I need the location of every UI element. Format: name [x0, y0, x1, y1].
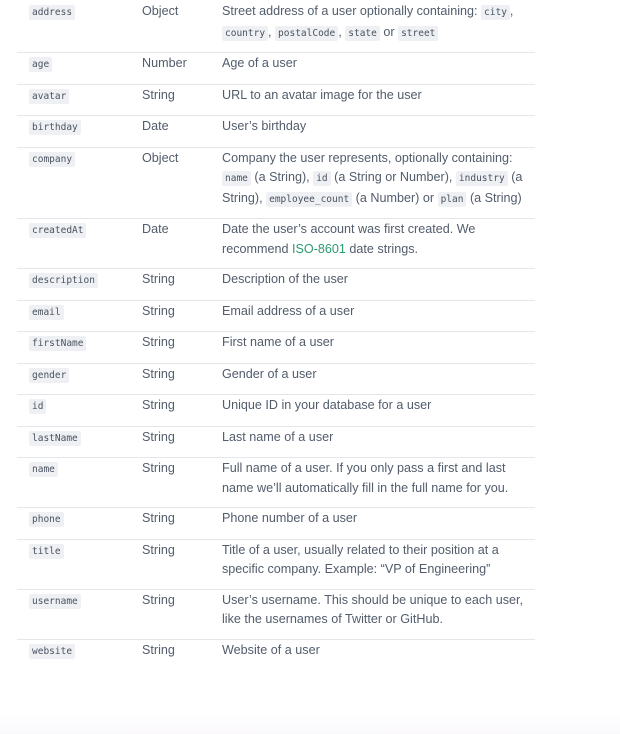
- table-row: [17, 539, 535, 589]
- trait-name: firstName: [29, 336, 86, 351]
- trait-description: Full name of a user. If you only pass a first and last name we’ll automatically fill in the full name for you.: [222, 458, 535, 508]
- trait-name-cell: [17, 147, 142, 219]
- table-row: [17, 147, 535, 219]
- trait-name-cell: [17, 426, 142, 458]
- trait-name: createdAt: [29, 223, 86, 238]
- trait-description: First name of a user: [222, 332, 535, 364]
- trait-name: username: [29, 594, 81, 609]
- trait-name-cell: [17, 458, 142, 508]
- trait-description: Title of a user, usually related to their position at a specific company. Example: “VP of Engineering”: [222, 539, 535, 589]
- trait-type: String: [142, 395, 222, 427]
- trait-name-cell: [17, 300, 142, 332]
- table-row: [17, 219, 535, 269]
- trait-name-cell: [17, 269, 142, 301]
- field-code: country: [222, 26, 268, 41]
- trait-type: String: [142, 363, 222, 395]
- trait-name: gender: [29, 368, 69, 383]
- trait-type: Object: [142, 0, 222, 53]
- trait-name-cell: [17, 219, 142, 269]
- trait-name: email: [29, 305, 64, 320]
- trait-name: lastName: [29, 431, 81, 446]
- trait-description: Website of a user: [222, 642, 320, 657]
- field-code: street: [398, 26, 438, 41]
- field-code: postalCode: [275, 26, 338, 41]
- table-row: [17, 426, 535, 458]
- traits-table: [17, 0, 535, 670]
- table-row: [17, 53, 535, 85]
- trait-description: Phone number of a user: [222, 508, 535, 540]
- trait-type: String: [142, 426, 222, 458]
- table-row: [17, 395, 535, 427]
- trait-type: String: [142, 458, 222, 508]
- trait-name-cell: [17, 53, 142, 85]
- iso-8601-link[interactable]: ISO-8601: [292, 241, 346, 256]
- trait-description: User’s birthday: [222, 116, 535, 148]
- trait-name: company: [29, 152, 75, 167]
- trait-type: String: [142, 508, 222, 540]
- trait-name: name: [29, 462, 58, 477]
- trait-type: String: [142, 300, 222, 332]
- trait-description: Last name of a user: [222, 426, 535, 458]
- field-code: employee_count: [266, 192, 352, 207]
- trait-name-cell: [17, 363, 142, 395]
- field-code: city: [481, 5, 510, 20]
- trait-name-cell: [17, 332, 142, 364]
- table-row: [17, 508, 535, 540]
- field-code: name: [222, 171, 251, 186]
- trait-type: String: [142, 269, 222, 301]
- trait-description: Company the user represents, optionally containing: name (a String), id (a String or Number), industry (a String), employee_count (a Number) or plan (a String): [222, 147, 535, 219]
- trait-description: Age of a user: [222, 53, 535, 85]
- field-code: id: [313, 171, 330, 186]
- trait-type: String: [142, 84, 222, 116]
- table-row: [17, 269, 535, 301]
- trait-name: id: [29, 399, 46, 414]
- trait-type: Object: [142, 147, 222, 219]
- field-code: plan: [438, 192, 467, 207]
- table-row: [17, 300, 535, 332]
- trait-type: Number: [142, 53, 222, 85]
- trait-name-cell: [17, 639, 142, 670]
- trait-name-cell: [17, 539, 142, 589]
- trait-description: URL to an avatar image for the user: [222, 84, 535, 116]
- table-row: [17, 458, 535, 508]
- trait-description: Email address of a user: [222, 300, 535, 332]
- trait-name-cell: [17, 116, 142, 148]
- trait-name-cell: [17, 508, 142, 540]
- trait-type: Date: [142, 219, 222, 269]
- field-code: industry: [456, 171, 508, 186]
- trait-name-cell: [17, 0, 142, 53]
- trait-name: avatar: [29, 89, 69, 104]
- trait-name: birthday: [29, 120, 81, 135]
- trait-type: String: [142, 539, 222, 589]
- trait-name-cell: [17, 84, 142, 116]
- trait-type: String: [142, 332, 222, 364]
- trait-description: Unique ID in your database for a user: [222, 395, 535, 427]
- trait-type: Date: [142, 116, 222, 148]
- table-row: [17, 589, 535, 639]
- trait-type: String: [142, 589, 222, 639]
- table-row: [17, 332, 535, 364]
- trait-name: address: [29, 5, 75, 20]
- trait-description: Street address of a user optionally containing: city , country , postalCode , state or street: [222, 0, 535, 53]
- table-row: [17, 84, 535, 116]
- trait-description: Description of the user: [222, 269, 535, 301]
- table-row: [17, 0, 535, 53]
- trait-name: phone: [29, 512, 64, 527]
- trait-type: String: [142, 642, 175, 657]
- trait-name: website: [29, 644, 75, 659]
- trait-name-cell: [17, 589, 142, 639]
- table-row: [17, 639, 535, 670]
- trait-name: title: [29, 544, 64, 559]
- trait-description: User’s username. This should be unique to each user, like the usernames of Twitter or GitHub.: [222, 589, 535, 639]
- trait-name: description: [29, 273, 98, 288]
- trait-name: age: [29, 57, 52, 72]
- bottom-fade: [0, 712, 620, 734]
- field-code: state: [345, 26, 380, 41]
- trait-description: Gender of a user: [222, 363, 535, 395]
- trait-description: Date the user’s account was first created. We recommend ISO-8601 date strings.: [222, 219, 535, 269]
- table-row: [17, 363, 535, 395]
- table-row: [17, 116, 535, 148]
- trait-name-cell: [17, 395, 142, 427]
